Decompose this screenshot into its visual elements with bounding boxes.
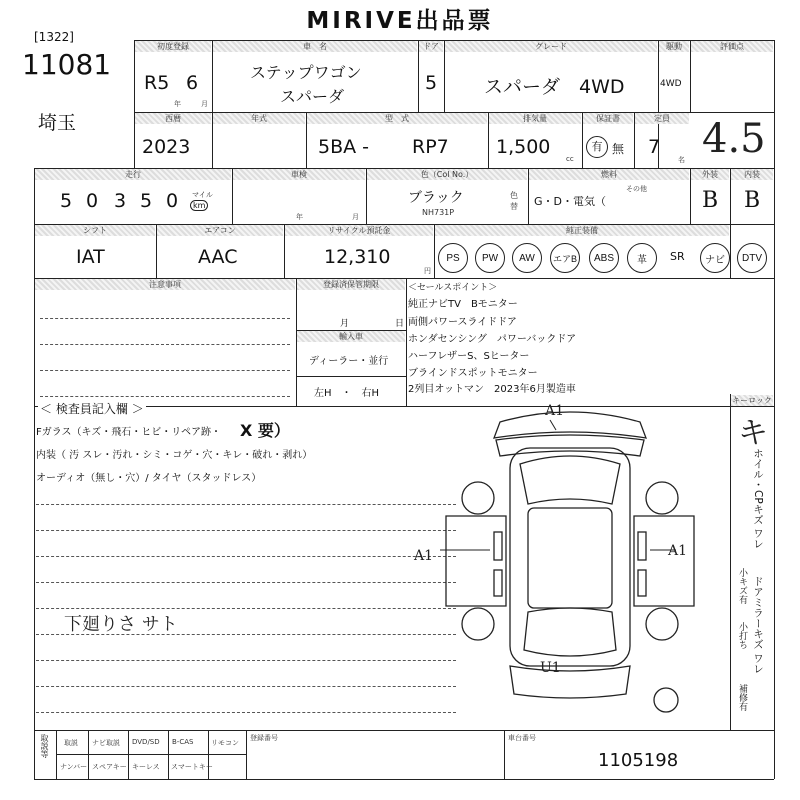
mark-rear: U1 (540, 660, 561, 676)
mileage-unit-km: km (190, 200, 208, 211)
inspector-line-interior: 内装（ 汚 スレ・汚れ・シミ・コゲ・穴・キレ・破れ・剥れ） (36, 450, 313, 461)
item-spare-key: スペアキー (92, 763, 127, 771)
mileage-digit-5: 0 (166, 190, 179, 212)
import-header: 輸入車 (297, 331, 405, 342)
mark-left: A1 (414, 548, 434, 564)
drive-header: 駆動 (659, 41, 689, 52)
inspector-line-audio: オーディオ（無し・穴）/ タイヤ（スタッドレス） (36, 473, 262, 484)
color-change-label: 色替 (510, 191, 518, 211)
lot-number: 11081 (22, 48, 112, 81)
lot-code: [1322] (34, 30, 74, 44)
equipment-header: 純正装備 (435, 225, 729, 236)
sale-point-6: 2列目オットマン 2023年6月製造車 (408, 384, 576, 395)
equip-pw: PW (475, 243, 505, 273)
cc-unit: cc (566, 155, 574, 163)
legend-small-scratch: 小キズ有 (737, 568, 747, 604)
import-handle: 左H ・ 右H (314, 388, 380, 399)
inspection-year-unit: 年 (296, 213, 303, 221)
registration-day: 日 (395, 319, 405, 329)
sale-points-header: ＜セールスポイント＞ (408, 283, 498, 293)
doors-header: ドア (419, 41, 443, 52)
sale-point-4: ハーフレザーS、Sヒーター (408, 351, 530, 362)
item-smart-key: スマートキー (171, 763, 213, 771)
year-west-header: 西暦 (135, 113, 211, 124)
model-header: 型 式 (307, 113, 487, 124)
aircon-value: AAC (198, 246, 238, 268)
equip-leather: 革 (627, 243, 657, 273)
warranty-yes: 有 (586, 136, 608, 158)
inspection-header: 車検 (233, 169, 365, 180)
displacement-value: 1,500 (496, 136, 551, 158)
key-mark: キ (738, 416, 768, 451)
exterior-grade: B (702, 188, 719, 213)
mileage-header: 走行 (35, 169, 231, 180)
model-prefix: 5BA - (318, 136, 370, 158)
mileage-digit-2: 0 (86, 190, 99, 212)
page-title: MIRIVE出品票 (306, 8, 494, 34)
equip-navi: ナビ (700, 243, 730, 273)
mark-right: A1 (668, 543, 688, 559)
model-value: RP7 (412, 136, 449, 158)
sale-point-2: 両側パワースライドドア (408, 317, 517, 328)
mileage-unit-mile: マイル (192, 191, 213, 199)
first-reg-era: R5 (144, 72, 170, 94)
color-code: NH731P (422, 208, 455, 217)
equip-abs: ABS (589, 243, 619, 273)
recycle-value: 12,310 (324, 246, 391, 268)
displacement-header: 排気量 (489, 113, 581, 124)
equip-aw: AW (512, 243, 542, 273)
car-name-line1: ステップワゴン (250, 63, 362, 82)
fuel-header: 燃料 (529, 169, 689, 180)
interior-grade: B (744, 188, 761, 213)
year-west-value: 2023 (142, 136, 191, 158)
fuel-value: G・D・電気（ (534, 195, 606, 208)
recycle-header: リサイクル預託金 (285, 225, 433, 236)
year-unit: 年 (174, 100, 181, 108)
inspector-header: ＜ 検査員記入欄 ＞ (40, 402, 144, 416)
serial-header: 車台番号 (508, 734, 536, 742)
score-value: 4.5 (702, 116, 766, 162)
glass-mark: X 要） (240, 421, 290, 440)
doors-value: 5 (425, 72, 438, 94)
item-manual: 取説 (64, 739, 78, 747)
registration-number-label: 登録番号 (250, 734, 278, 742)
grade-value: スパーダ 4WD (484, 76, 625, 98)
shift-header: シフト (35, 225, 155, 236)
legend-door-mirror: ドアミラーキズ ワレ (752, 576, 764, 674)
score-header: 評価点 (691, 41, 773, 52)
legend-repair: 補修有 (737, 684, 747, 711)
car-damage-diagram (440, 400, 700, 725)
item-dvd-sd: DVD/SD (132, 738, 160, 746)
item-keyless: キーレス (132, 763, 160, 771)
exterior-header: 外装 (691, 169, 729, 180)
sale-point-1: 純正ナビTV Bモニター (408, 299, 518, 310)
warranty-header: 保証書 (583, 113, 633, 124)
legend-wheel: ホイル・CPキズ ワレ (752, 448, 764, 550)
sale-point-5: ブラインドスポットモニター (408, 368, 538, 379)
car-name-header: 車 名 (213, 41, 417, 52)
handwritten-note: 下廻りさ サト (64, 614, 178, 635)
warranty-no: 無 (612, 142, 625, 156)
first-reg-month: 6 (186, 72, 199, 94)
manual-side-label: 取説等 (40, 734, 49, 758)
month-unit: 月 (201, 100, 208, 108)
mark-front: A1 (545, 403, 565, 419)
yen-unit: 円 (424, 267, 431, 275)
aircon-header: エアコン (157, 225, 283, 236)
grade-header: グレード (445, 41, 657, 52)
keylock-header: キーロック (732, 396, 772, 405)
prefecture: 埼玉 (38, 112, 77, 134)
equip-airbag: エアB (550, 243, 580, 273)
sale-point-3: ホンダセンシング パワーバックドア (408, 334, 577, 345)
inspector-line-glass: Fガラス（キズ・飛石・ヒビ・リペア跡・ (36, 427, 222, 438)
serial-number: 1105198 (598, 750, 679, 771)
notes-header: 注意事項 (35, 279, 295, 290)
fuel-other: その他 (626, 185, 647, 193)
color-header: 色（Col No.） (367, 169, 527, 180)
legend-small-dent: 小打ち (737, 622, 747, 649)
car-name-line2: スパーダ (280, 87, 345, 106)
first-reg-header: 初度登録 (135, 41, 211, 52)
equip-ps: PS (438, 243, 468, 273)
item-navi-manual: ナビ取説 (92, 739, 120, 747)
capacity-unit: 名 (678, 156, 685, 164)
interior-header: 内装 (731, 169, 773, 180)
mileage-digit-1: 5 (60, 190, 73, 212)
import-dealer: ディーラー・並行 (309, 356, 389, 367)
capacity-value: 7 (648, 136, 661, 158)
inspection-month-unit: 月 (352, 213, 359, 221)
equip-sr: SR (670, 250, 685, 263)
color-name: ブラック (408, 190, 464, 206)
equip-dtv: DTV (737, 243, 767, 273)
mileage-digit-3: 3 (114, 190, 127, 212)
capacity-header: 定員 (635, 113, 689, 124)
model-year-header: 年式 (213, 113, 305, 124)
item-remote: リモコン (211, 739, 239, 747)
item-bcas: B-CAS (172, 738, 194, 746)
registration-month: 月 (340, 319, 350, 329)
drive-value: 4WD (660, 79, 682, 89)
shift-value: IAT (76, 246, 105, 268)
item-number-plate: ナンバー (60, 763, 88, 771)
mileage-digit-4: 5 (140, 190, 153, 212)
registration-header: 登録済保管期限 (297, 279, 405, 290)
